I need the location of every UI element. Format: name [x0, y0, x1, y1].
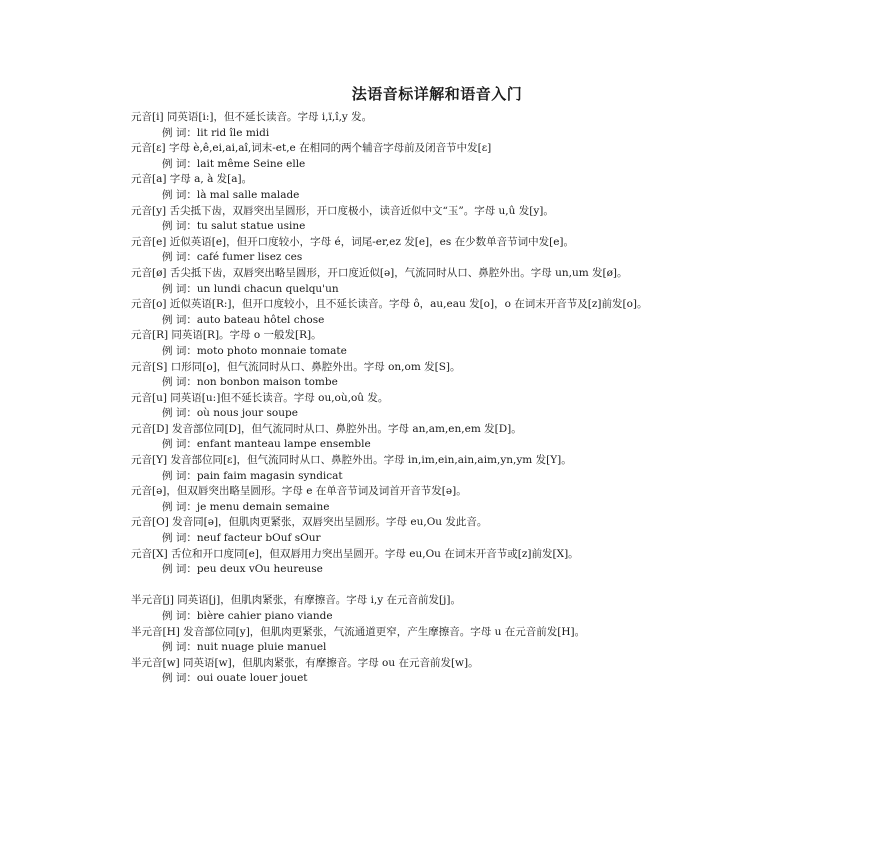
- phoneme-description-line: 元音[Y] 发音部位同[ε]，但气流同时从口、鼻腔外出。字母 in,im,ein,ain,aim,yn,ym 发[Y]。: [131, 454, 572, 467]
- phoneme-description-line: 半元音[w] 同英语[w]，但肌肉紧张，有摩擦音。字母 ou 在元音前发[w]。: [131, 656, 479, 669]
- example-words-line: 例 词：nuit nuage pluie manuel: [162, 641, 327, 654]
- phoneme-description-line: 元音[e] 近似英语[e]，但开口度较小，字母 é，词尾-er,ez 发[e]，es 在少数单音节词中发[e]。: [131, 235, 575, 248]
- phonetic-entries: [131, 110, 743, 687]
- phoneme-description-line: 半元音[j] 同英语[j]，但肌肉紧张，有摩擦音。字母 i,y 在元音前发[j]。: [131, 594, 461, 607]
- phoneme-description-line: 元音[O] 发音同[ə]，但肌肉更紧张，双唇突出呈圆形。字母 eu,Ou 发此音。: [131, 516, 488, 529]
- example-words-line: 例 词：non bonbon maison tombe: [162, 376, 338, 389]
- example-words-line: 例 词：je menu demain semaine: [162, 500, 330, 513]
- phoneme-description-line: 元音[ə]，但双唇突出略呈圆形。字母 e 在单音节词及词首开音节发[ə]。: [131, 485, 467, 498]
- example-words-line: 例 词：auto bateau hôtel chose: [162, 313, 325, 326]
- example-words-line: 例 词：neuf facteur bOuf sOur: [162, 532, 321, 545]
- example-words-line: 例 词：enfant manteau lampe ensemble: [162, 438, 371, 451]
- phoneme-description-line: 元音[y] 舌尖抵下齿，双唇突出呈圆形，开口度极小，读音近似中文“玉”。字母 u,û 发[y]。: [131, 204, 554, 217]
- phoneme-description-line: 元音[o] 近似英语[R:]，但开口度较小，且不延长读音。字母 ô，au,eau 发[o]，o 在词末开音节及[z]前发[o]。: [131, 298, 648, 311]
- phoneme-description-line: 元音[D] 发音部位同[D]，但气流同时从口、鼻腔外出。字母 an,am,en,em 发[D]。: [131, 422, 522, 435]
- example-words-line: 例 词：lait même Seine elle: [162, 157, 306, 170]
- example-words-line: 例 词：pain faim magasin syndicat: [162, 469, 343, 482]
- example-words-line: 例 词：peu deux vOu heureuse: [162, 563, 323, 576]
- phoneme-description-line: 元音[S] 口形同[o]，但气流同时从口、鼻腔外出。字母 on,om 发[S]。: [131, 360, 461, 373]
- phoneme-description-line: 元音[X] 舌位和开口度同[e]，但双唇用力突出呈圆开。字母 eu,Ou 在词末开音节或[z]前发[X]。: [131, 547, 579, 560]
- example-words-line: 例 词：là mal salle malade: [162, 188, 300, 201]
- example-words-line: 例 词：lit rid île midi: [162, 126, 270, 139]
- phoneme-description-line: 元音[ε] 字母 è,ê,ei,ai,aî,词末-et,e 在相同的两个辅音字母前及闭音节中发[ε]: [131, 142, 492, 155]
- document-title: 法语音标详解和语音入门: [351, 85, 523, 103]
- phoneme-description-line: 元音[a] 字母 a, à 发[a]。: [131, 173, 253, 186]
- example-words-line: 例 词：où nous jour soupe: [162, 407, 298, 420]
- section-spacer: [131, 578, 743, 594]
- phoneme-description-line: 元音[i] 同英语[i:]，但不延长读音。字母 i,ï,î,y 发。: [131, 111, 373, 123]
- example-words-line: 例 词：oui ouate louer jouet: [162, 672, 308, 685]
- phoneme-description-line: 元音[R] 同英语[R]。字母 o 一般发[R]。: [131, 329, 322, 342]
- example-words-line: 例 词：moto photo monnaie tomate: [162, 344, 347, 357]
- phoneme-description-line: 元音[u] 同英语[u:]但不延长读音。字母 ou,où,oû 发。: [131, 391, 389, 404]
- document-page: [131, 84, 743, 687]
- phoneme-description-line: 半元音[H] 发音部位同[y]，但肌肉更紧张，气流通道更窄，产生摩擦音。字母 u 在元音前发[H]。: [131, 625, 586, 638]
- example-words-line: 例 词：bière cahier piano viande: [162, 610, 333, 622]
- example-words-line: 例 词：un lundi chacun quelqu'un: [162, 282, 339, 295]
- example-words-line: 例 词：tu salut statue usine: [162, 220, 306, 233]
- phoneme-description-line: 元音[ø] 舌尖抵下齿，双唇突出略呈圆形，开口度近似[ə]，气流同时从口、鼻腔外出。字母 un,um 发[ø]。: [131, 266, 628, 279]
- example-words-line: 例 词：café fumer lisez ces: [162, 251, 303, 264]
